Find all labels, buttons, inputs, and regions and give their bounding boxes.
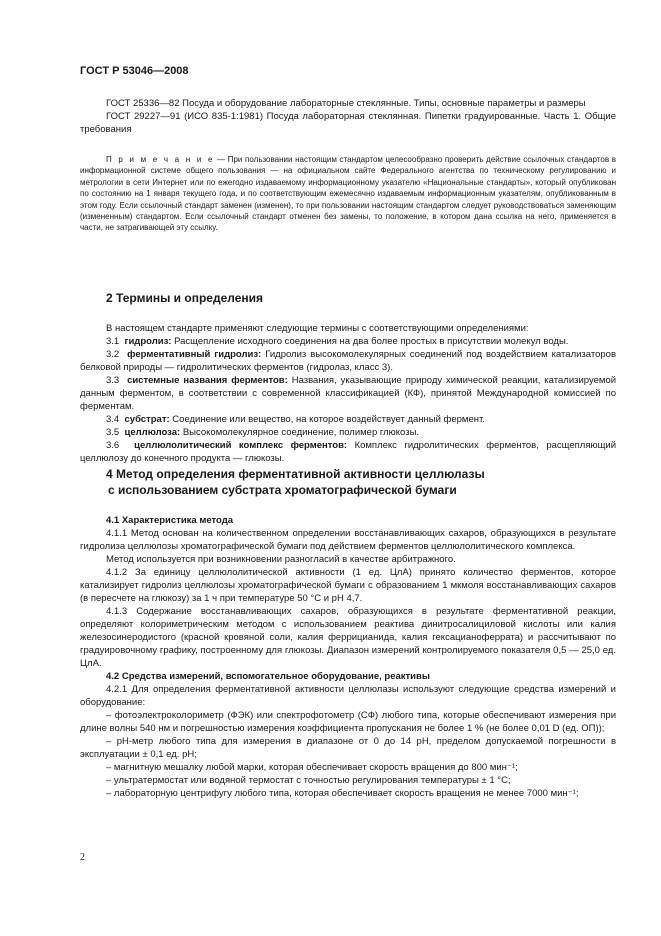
note-text — [80, 154, 616, 234]
term-definition: Названия, указывающие природу химической реакции, катализируемой данным ферментом, в соответствии с современной классификацией (КФ), принятой Международной комиссией по ферментам. — [80, 375, 617, 412]
term-definition: Высокомолекулярное соединение, полимер глюкозы. — [180, 427, 420, 438]
term-name: ферментативный гидролиз: — [127, 349, 262, 360]
term-item: 3.3 системные названия ферментов: Названия, указывающие природу химической реакции, катализируемой данным ферментом, в соответствии с современной классификацией (КФ), принятой Международной комиссией по ферментам. — [80, 375, 617, 412]
term-name: субстрат: — [124, 414, 170, 425]
term-definition: Расщепление исходного соединения на два более простых в присутствии молекул воды. — [171, 336, 569, 347]
term-item: 3.2 ферментативный гидролиз: Гидролиз высокомолекулярных соединений под воздействием катализаторов белковой природы — гидролитических ферментов (гидролаз, класс 3). — [80, 349, 616, 373]
list-item: – фотоэлектроколориметр (ФЭК) или спектрофотометр (СФ) любого типа, которые обеспечивают измерения при длине волны 540 нм и погрешностью измерения коэффициента пропускания не более 1 % (не более 0,01 D (ед. ОП)); — [80, 710, 616, 734]
list-item: – магнитную мешалку любой марки, которая обеспечивает скорость вращения до 800 мин⁻¹; — [106, 762, 518, 773]
term-definition: Комплекс гидролитических ферментов, расщепляющий целлюлозу до конечного продукта — глюкозы. — [80, 440, 617, 464]
term-name: гидролиз: — [124, 336, 172, 347]
terms-block — [80, 322, 616, 465]
paragraph: 4.1.3 Содержание восстанавливающих сахаров, образующихся в результате ферментативной реакции, определяют колориметрическим методом с использованием реактива динитросалициловой кислоты или калия железосинеродистого (красной кровяной соли, калия феррицианида, калия гексацианоферрата) и рассчитывают по градуировочному графику, построенному для глюкозы. Диапазон измерений контролируемого показателя 0,5 — 25,0 ед. ЦлА. — [80, 606, 616, 669]
reference-item: ГОСТ 25336—82 Посуда и оборудование лабораторные стеклянные. Типы, основные параметры и размеры — [106, 98, 586, 109]
reference-item: ГОСТ 29227—91 (ИСО 835-1:1981) Посуда лабораторная стеклянная. Пипетки градуированные. Часть 1. Общие требования — [80, 111, 616, 135]
note-label: П р и м е ч а н и е — [106, 155, 215, 164]
terms-intro: В настоящем стандарте применяют следующие термины с соответствующими определениями: — [106, 323, 529, 334]
paragraph: 4.1.1 Метод основан на количественном определении восстанавливающих сахаров, образующихся в результате гидролиза целлюлозы хроматографической бумаги под действием ферментов целлюлолитического комплекса. — [80, 528, 616, 552]
list-item: – лабораторную центрифугу любого типа, которая обеспечивает скорость вращения не менее 7000 мин⁻¹; — [106, 788, 579, 799]
term-name: целлюлолитический комплекс ферментов: — [134, 440, 348, 451]
term-item: 3.1 гидролиз: Расщепление исходного соединения на два более простых в присутствии молекул воды. — [106, 336, 569, 347]
list-item: – ультратермостат или водяной термостат с точностью регулирования температуры ± 1 °С; — [106, 775, 511, 786]
term-item: 3.6 целлюлолитический комплекс ферментов: Комплекс гидролитических ферментов, расщепляющий целлюлозу до конечного продукта — глюкозы. — [80, 440, 617, 464]
subsection-title: 4.1 Характеристика метода — [106, 515, 234, 526]
paragraph: 4.1.2 За единицу целлюлолитической активности (1 ед. ЦлА) принято количество ферментов, которое катализирует гидролиз целлюлозы хроматографической бумаги с образованием 1 мкмоля восстанавливающих сахаров (в пересчете на глюкозу) за 1 ч при температуре 50 °С и рН 4,7. — [80, 567, 616, 604]
paragraph: 4.2.1 Для определения ферментативной активности целлюлазы используют следующие средства измерений и оборудование: — [80, 684, 616, 708]
references-block — [80, 97, 616, 136]
page-number: 2 — [80, 852, 85, 863]
section-2-title: 2 Термины и определения — [106, 291, 264, 305]
term-name: системные названия ферментов: — [127, 375, 288, 386]
document-header: ГОСТ Р 53046—2008 — [80, 65, 189, 77]
term-definition: Гидролиз высокомолекулярных соединений под воздействием катализаторов белковой природы — гидролитических ферментов (гидролаз, класс 3). — [80, 349, 616, 373]
list-item: – рН-метр любого типа для измерения в диапазоне от 0 до 14 рН, пределом допускаемой погрешности в эксплуатации ± 0,1 ед. рН; — [80, 736, 616, 760]
term-item: 3.4 субстрат: Соединение или вещество, на которое воздействует данный фермент. — [106, 414, 485, 425]
note-block — [80, 154, 616, 234]
paragraph: Метод используется при возникновении разногласий в качестве арбитражного. — [106, 554, 456, 565]
subsection-title: 4.2 Средства измерений, вспомогательное оборудование, реактивы — [106, 671, 430, 682]
section-4-title: 4 Метод определения ферментативной активности целлюлазы с использованием субстрата хроматографической бумаги — [106, 467, 485, 497]
term-name: целлюлоза: — [124, 427, 181, 438]
term-definition: Соединение или вещество, на которое воздействует данный фермент. — [169, 414, 485, 425]
note-body: — При пользовании настоящим стандартом целесообразно проверить действие ссылочных стандартов в информационной системе общего пользования — на официальном сайте Федерального агентства по техническому регулированию и метрологии в сети Интернет или по ежегодно издаваемому информационному указателю «Национальные стандарты», который опубликован по состоянию на 1 января текущего года, и по соответствующим ежемесячно издаваемым информационным указателям, опубликованным в этом году. Если ссылочный стандарт заменен (изменен), то при пользовании настоящим стандартом следует руководствоваться заменяющим (измененным) стандартом. Если ссылочный стандарт отменен без замены, то положение, в котором дана ссылка на него, применяется в части, не затрагивающей эту ссылку. — [80, 155, 616, 233]
method-block — [80, 514, 616, 800]
term-item: 3.5 целлюлоза: Высокомолекулярное соединение, полимер глюкозы. — [106, 427, 420, 438]
